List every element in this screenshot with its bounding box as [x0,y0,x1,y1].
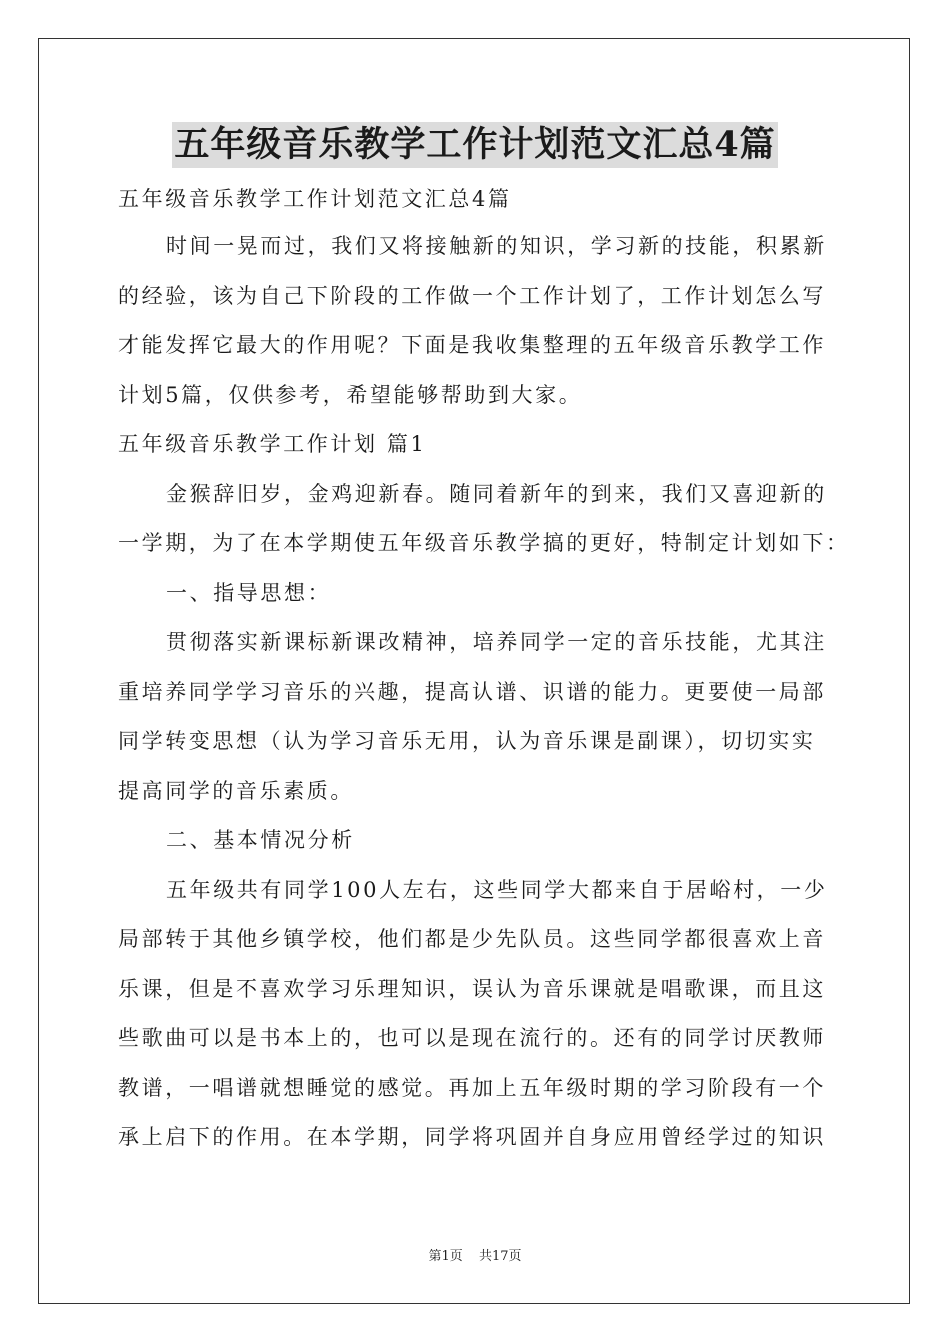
page-footer [0,1248,950,1266]
paragraph-line: 的经验，该为自己下阶段的工作做一个工作计划了，工作计划怎么写 [118,283,826,308]
paragraph-line: 些歌曲可以是书本上的，也可以是现在流行的。还有的同学讨厌教师 [118,1026,826,1050]
paragraph-line: 局部转于其他乡镇学校，他们都是少先队员。这些同学都很喜欢上音 [118,927,826,951]
subtitle-line: 五年级音乐教学工作计划范文汇总4篇 [118,187,512,211]
paragraph-line: 重培养同学学习音乐的兴趣，提高认谱、识谱的能力。更要使一局部 [118,679,826,704]
paragraph-line: 同学转变思想（认为学习音乐无用，认为音乐课是副课），切切实实 [118,729,816,753]
section-heading: 一、指导思想： [166,580,332,605]
paragraph-line: 承上启下的作用。在本学期，同学将巩固并自身应用曾经学过的知识 [118,1125,826,1149]
paragraph-line: 贯彻落实新课标新课改精神，培养同学一定的音乐技能，尤其注 [166,630,827,654]
document-body [118,176,850,1163]
page-total: 共17页 [478,1249,522,1264]
section-heading: 五年级音乐教学工作计划 篇1 [118,432,427,456]
title-container [0,122,950,168]
paragraph-line: 时间一晃而过，我们又将接触新的知识，学习新的技能，积累新 [166,234,827,258]
paragraph-line: 计划5篇，仅供参考，希望能够帮助到大家。 [118,382,583,407]
paragraph-line: 教谱，一唱谱就想睡觉的感觉。再加上五年级时期的学习阶段有一个 [118,1075,826,1100]
document-title: 五年级音乐教学工作计划范文汇总4篇 [172,122,777,168]
paragraph-line: 提高同学的音乐素质。 [118,778,354,803]
paragraph-line: 金猴辞旧岁，金鸡迎新春。随同着新年的到来，我们又喜迎新的 [166,481,827,506]
section-heading: 二、基本情况分析 [166,828,355,852]
paragraph-line: 乐课，但是不喜欢学习乐理知识，误认为音乐课就是唱歌课，而且这 [118,976,826,1001]
page-number: 第1页 [428,1249,463,1264]
paragraph-line: 五年级共有同学100人左右，这些同学大都来自于居峪村，一少 [166,877,828,902]
paragraph-line: 才能发挥它最大的作用呢？下面是我收集整理的五年级音乐教学工作 [118,333,826,357]
paragraph-line: 一学期，为了在本学期使五年级音乐教学搞的更好，特制定计划如下： [118,531,850,555]
